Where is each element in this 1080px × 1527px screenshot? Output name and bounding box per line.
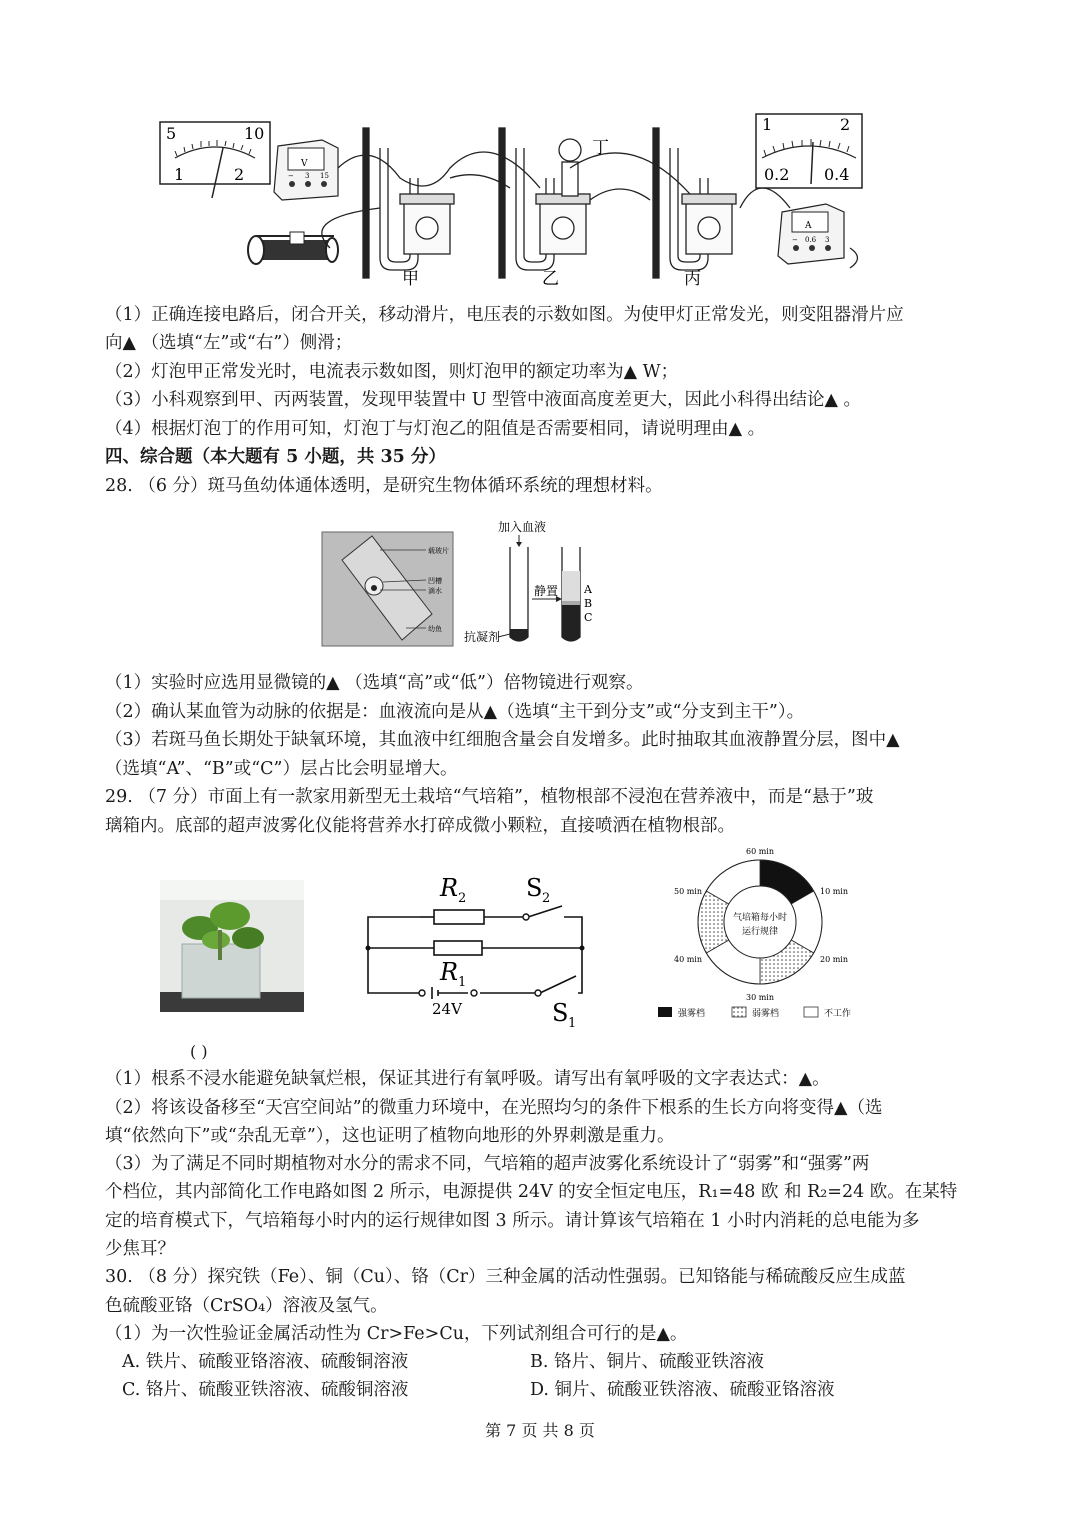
blood-tube-figure [462,515,602,650]
legend-swatch-strong [658,1007,672,1017]
legend-swatch-weak [732,1007,746,1017]
lamp-label-bing: 丙 [684,269,701,289]
legend-strong: 强雾档 [678,1009,706,1019]
q29-stem-line2: 璃箱内。底部的超声波雾化仪能将营养水打碎成微小颗粒，直接喷洒在植物根部。 [105,816,735,836]
q27-part1-line1: （1）正确连接电路后，闭合开关，移动滑片，电压表的示数如图。为使甲灯正常发光，则变阻器滑片应 [105,305,904,325]
q27-part1-line2: 向▲ （选填“左”或“右”）侧滑； [105,333,353,353]
ammeter-scale-top-left: 1 [762,115,773,134]
ammeter-device [778,204,844,264]
zebrafish-slide-figure [320,530,455,648]
label-voltage: 24V [432,1000,462,1018]
tube-add-blood-label: 加入血液 [498,520,547,534]
page-footer: 第 7 页 共 8 页 [485,1421,595,1440]
lamp-label-yi: 乙 [542,269,559,289]
label-r2-sub: 2 [458,891,467,906]
voltmeter-scale-bottom-right: 2 [234,165,245,184]
label-s2-sub: 2 [542,891,551,906]
q28-part3-line1: （3）若斑马鱼长期处于缺氧环境，其血液中红细胞含量会自发增多。此时抽取其血液静置分层，图中▲ [105,730,900,750]
q27-part2: （2）灯泡甲正常发光时，电流表示数如图，则灯泡甲的额定功率为▲ W； [105,362,679,382]
ammeter-scale-bottom-right: 0.4 [824,165,850,184]
legend-swatch-off [804,1007,818,1017]
ammeter-terminal-06: 0.6 [805,236,817,244]
voltmeter-terminal-neg: − [288,172,294,180]
voltmeter-terminal-3: 3 [305,172,310,180]
tube-anticoag-label: 抗凝剂 [464,630,501,644]
q30-stem-line1: 30. （8 分）探究铁（Fe）、铜（Cu）、铬（Cr）三种金属的活动性强弱。已知铬能与稀硫酸反应生成蓝 [105,1267,906,1287]
lamp-label-jia: 甲 [402,269,419,289]
section-heading: 四、综合题（本大题有 5 小题，共 35 分） [105,447,446,467]
ring-label-40: 40 min [674,955,703,964]
ammeter-terminal-neg: − [792,236,798,244]
voltmeter-terminal-15: 15 [320,172,329,180]
legend-weak: 弱雾档 [752,1009,780,1019]
q27-part3: （3）小科观察到甲、丙两装置，发现甲装置中 U 型管中液面高度差更大，因此小科得出结论▲ 。 [105,390,862,410]
figure1-caption: ( ) [190,1042,208,1061]
q29-part1: （1）根系不浸水能避免缺氧烂根，保证其进行有氧呼吸。请写出有氧呼吸的文字表达式：▲。 [105,1069,830,1089]
q30-option-d: D. 铜片、硫酸亚铁溶液、硫酸亚铬溶液 [530,1380,835,1400]
layer-label-a: A [584,583,592,596]
rheostat [248,232,338,264]
legend-off: 不工作 [824,1009,852,1019]
voltmeter-scale-top-left: 5 [166,124,177,143]
voltmeter-scale-top-right: 10 [244,124,265,143]
q29-part2-line2: 填“依然向下”或“杂乱无章”），这也证明了植物向地形的外界刺激是重力。 [105,1126,675,1146]
ammeter-scale-bottom-left: 0.2 [764,165,790,184]
slide-label-glass: 载玻片 [428,547,449,555]
q29-stem-line1: 29. （7 分）市面上有一款家用新型无土栽培“气培箱”，植物根部不浸泡在营养液中，而是“悬于”玻 [105,787,874,807]
plant-box-photo [160,880,304,1012]
q28-stem: 28. （6 分）斑马鱼幼体通体透明，是研究生物体循环系统的理想材料。 [105,476,663,496]
ring-center-line2: 运行规律 [741,927,779,937]
operation-ring-chart [640,842,875,1024]
layer-label-b: B [584,597,593,610]
ammeter-terminal-3: 3 [825,236,830,244]
q30-part1: （1）为一次性验证金属活动性为 Cr>Fe>Cu，下列试剂组合可行的是▲。 [105,1324,688,1344]
label-s1-sub: 1 [568,1016,577,1028]
ammeter-dial [756,114,862,188]
circuit-experiment-figure [150,108,870,294]
q29-part3-line1: （3）为了满足不同时期植物对水分的需求不同，气培箱的超声波雾化系统设计了“弱雾”和“强雾”两 [105,1154,870,1174]
tube-rest-label: 静置 [534,584,559,598]
q28-part1: （1）实验时应选用显微镜的▲ （选填“高”或“低”）倍物镜进行观察。 [105,673,644,693]
voltmeter-dial [160,122,270,198]
voltmeter-scale-bottom-left: 1 [174,165,185,184]
q27-part4: （4）根据灯泡丁的作用可知，灯泡丁与灯泡乙的阻值是否需要相同，请说明理由▲ 。 [105,419,766,439]
voltmeter-device [274,140,338,200]
q30-option-c: C. 铬片、硫酸亚铁溶液、硫酸铜溶液 [122,1380,409,1400]
label-s2: S [526,874,543,902]
q30-option-a: A. 铁片、硫酸亚铬溶液、硫酸铜溶液 [122,1352,409,1372]
ring-label-30: 30 min [746,993,775,1002]
ring-center-line1: 气培箱每小时 [732,913,788,923]
q29-part3-line2: 个档位，其内部简化工作电路如图 2 所示，电源提供 24V 的安全恒定电压，R₁=48 欧 和 R₂=24 欧。在某特 [105,1182,958,1202]
ammeter-symbol: A [805,221,812,231]
q28-part2: （2）确认某血管为动脉的依据是：血液流向是从▲（选填“主干到分支”或“分支到主干”）。 [105,702,805,722]
ring-label-20: 20 min [820,955,849,964]
slide-label-water: 滴水 [428,587,442,595]
q29-part3-line4: 少焦耳？ [105,1239,175,1259]
q29-part3-line3: 定的培育模式下，气培箱每小时内的运行规律如图 3 所示。请计算该气培箱在 1 小时内消耗的总电能为多 [105,1211,920,1231]
label-s1: S [552,999,569,1027]
ring-label-10: 10 min [820,887,849,896]
misting-circuit-diagram [360,868,590,1028]
layer-label-c: C [584,611,593,624]
label-r2: R [440,874,459,902]
slide-label-groove: 凹槽 [428,577,442,585]
q29-part2-line1: （2）将该设备移至“天宫空间站”的微重力环境中，在光照均匀的条件下根系的生长方向将变得▲（选 [105,1098,883,1118]
q30-stem-line2: 色硫酸亚铬（CrSO₄）溶液及氢气。 [105,1296,388,1316]
ring-label-60: 60 min [746,847,775,856]
lamp-label-ding: 丁 [592,138,609,158]
ring-label-50: 50 min [674,887,703,896]
ammeter-scale-top-right: 2 [840,115,851,134]
q30-option-b: B. 铬片、铜片、硫酸亚铁溶液 [530,1352,764,1372]
q28-part3-line2: （选填“A”、“B”或“C”）层占比会明显增大。 [105,759,458,779]
slide-label-fish: 幼鱼 [428,625,442,633]
label-r1-sub: 1 [458,975,467,990]
label-r1: R [440,958,459,986]
voltmeter-symbol: V [301,159,308,169]
